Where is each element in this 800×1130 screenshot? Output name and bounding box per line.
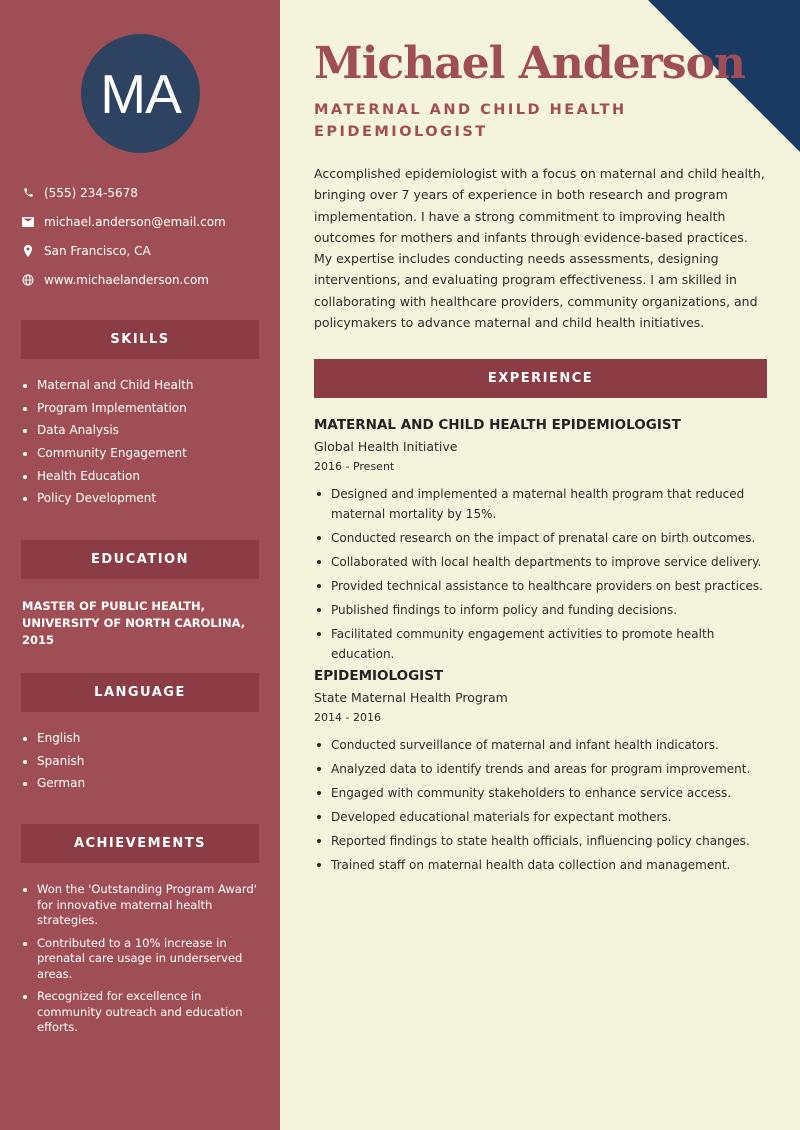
- list-item: Program Implementation: [22, 401, 262, 424]
- candidate-title: MATERNAL AND CHILD HEALTH EPIDEMIOLOGIST: [314, 102, 627, 140]
- language-heading: LANGUAGE: [21, 673, 259, 712]
- job-role: MATERNAL AND CHILD HEALTH EPIDEMIOLOGIST: [314, 417, 681, 433]
- list-item: Conducted research on the impact of prenatal care on birth outcomes.: [314, 528, 769, 548]
- job-dates: 2014 - 2016: [314, 711, 381, 724]
- skills-heading: SKILLS: [21, 320, 259, 359]
- contact-email: [22, 207, 272, 236]
- list-item: German: [22, 776, 262, 799]
- list-item: Contributed to a 10% increase in prenatal care usage in underserved areas.: [22, 936, 267, 983]
- education-degree: MASTER OF PUBLIC HEALTH, UNIVERSITY OF NORTH CAROLINA, 2015: [22, 599, 246, 647]
- sidebar: [0, 0, 280, 1130]
- location-pin-icon: [22, 245, 34, 257]
- job-entry: [314, 666, 769, 879]
- job-dates: 2016 - Present: [314, 460, 395, 473]
- email-icon: [22, 216, 34, 228]
- contact-info: [22, 178, 272, 294]
- list-item: Spanish: [22, 754, 262, 777]
- website-text[interactable]: www.michaelanderson.com: [44, 272, 209, 287]
- list-item: Community Engagement: [22, 446, 262, 469]
- list-item: Collaborated with local health departments to improve service delivery.: [314, 552, 769, 572]
- list-item: Won the 'Outstanding Program Award' for innovative maternal health strategies.: [22, 882, 267, 929]
- list-item: Recognized for excellence in community outreach and education efforts.: [22, 989, 267, 1036]
- list-item: Engaged with community stakeholders to enhance service access.: [314, 783, 769, 803]
- list-item: Reported findings to state health officials, influencing policy changes.: [314, 831, 769, 851]
- list-item: Analyzed data to identify trends and areas for program improvement.: [314, 759, 769, 779]
- job-organization: State Maternal Health Program: [314, 690, 508, 705]
- list-item: Conducted surveillance of maternal and infant health indicators.: [314, 735, 769, 755]
- list-item: Policy Development: [22, 491, 262, 514]
- email-text[interactable]: michael.anderson@email.com: [44, 214, 226, 229]
- list-item: English: [22, 731, 262, 754]
- list-item: Health Education: [22, 469, 262, 492]
- list-item: Developed educational materials for expectant mothers.: [314, 807, 769, 827]
- achievements-list: [22, 882, 267, 1043]
- list-item: Trained staff on maternal health data collection and management.: [314, 855, 769, 875]
- summary-paragraph: Accomplished epidemiologist with a focus on maternal and child health, bringing over 7 years of experience in both research and program implementation. I have a strong commitment to improving health outcomes for mothers and infants through evidence-based practices. My expertise includes conducting needs assessments, designing interventions, and evaluating program effectiveness. I am skilled in collaborating with healthcare providers, community organizations, and policymakers to advance maternal and child health initiatives.: [314, 166, 765, 331]
- list-item: Data Analysis: [22, 423, 262, 446]
- list-item: Designed and implemented a maternal health program that reduced maternal mortality by 15%.: [314, 484, 769, 524]
- contact-website: [22, 265, 272, 294]
- job-role: EPIDEMIOLOGIST: [314, 668, 444, 684]
- list-item: Published findings to inform policy and funding decisions.: [314, 600, 769, 620]
- skills-list: [22, 378, 262, 514]
- contact-location: [22, 236, 272, 265]
- experience-heading: EXPERIENCE: [314, 359, 767, 398]
- achievements-heading: ACHIEVEMENTS: [21, 824, 259, 863]
- avatar: [81, 34, 200, 153]
- education-heading: EDUCATION: [21, 540, 259, 579]
- job-bullets: [314, 484, 769, 664]
- language-list: [22, 731, 262, 799]
- contact-phone: [22, 178, 272, 207]
- list-item: Facilitated community engagement activities to promote health education.: [314, 624, 769, 664]
- avatar-initials: MA: [100, 62, 181, 125]
- globe-icon: [22, 274, 34, 286]
- location-text: San Francisco, CA: [44, 243, 151, 258]
- phone-text[interactable]: (555) 234-5678: [44, 185, 138, 200]
- phone-icon: [22, 187, 34, 199]
- job-entry: [314, 415, 769, 668]
- candidate-name: Michael Anderson: [314, 38, 745, 89]
- job-bullets: [314, 735, 769, 875]
- list-item: Maternal and Child Health: [22, 378, 262, 401]
- list-item: Provided technical assistance to healthcare providers on best practices.: [314, 576, 769, 596]
- job-organization: Global Health Initiative: [314, 439, 458, 454]
